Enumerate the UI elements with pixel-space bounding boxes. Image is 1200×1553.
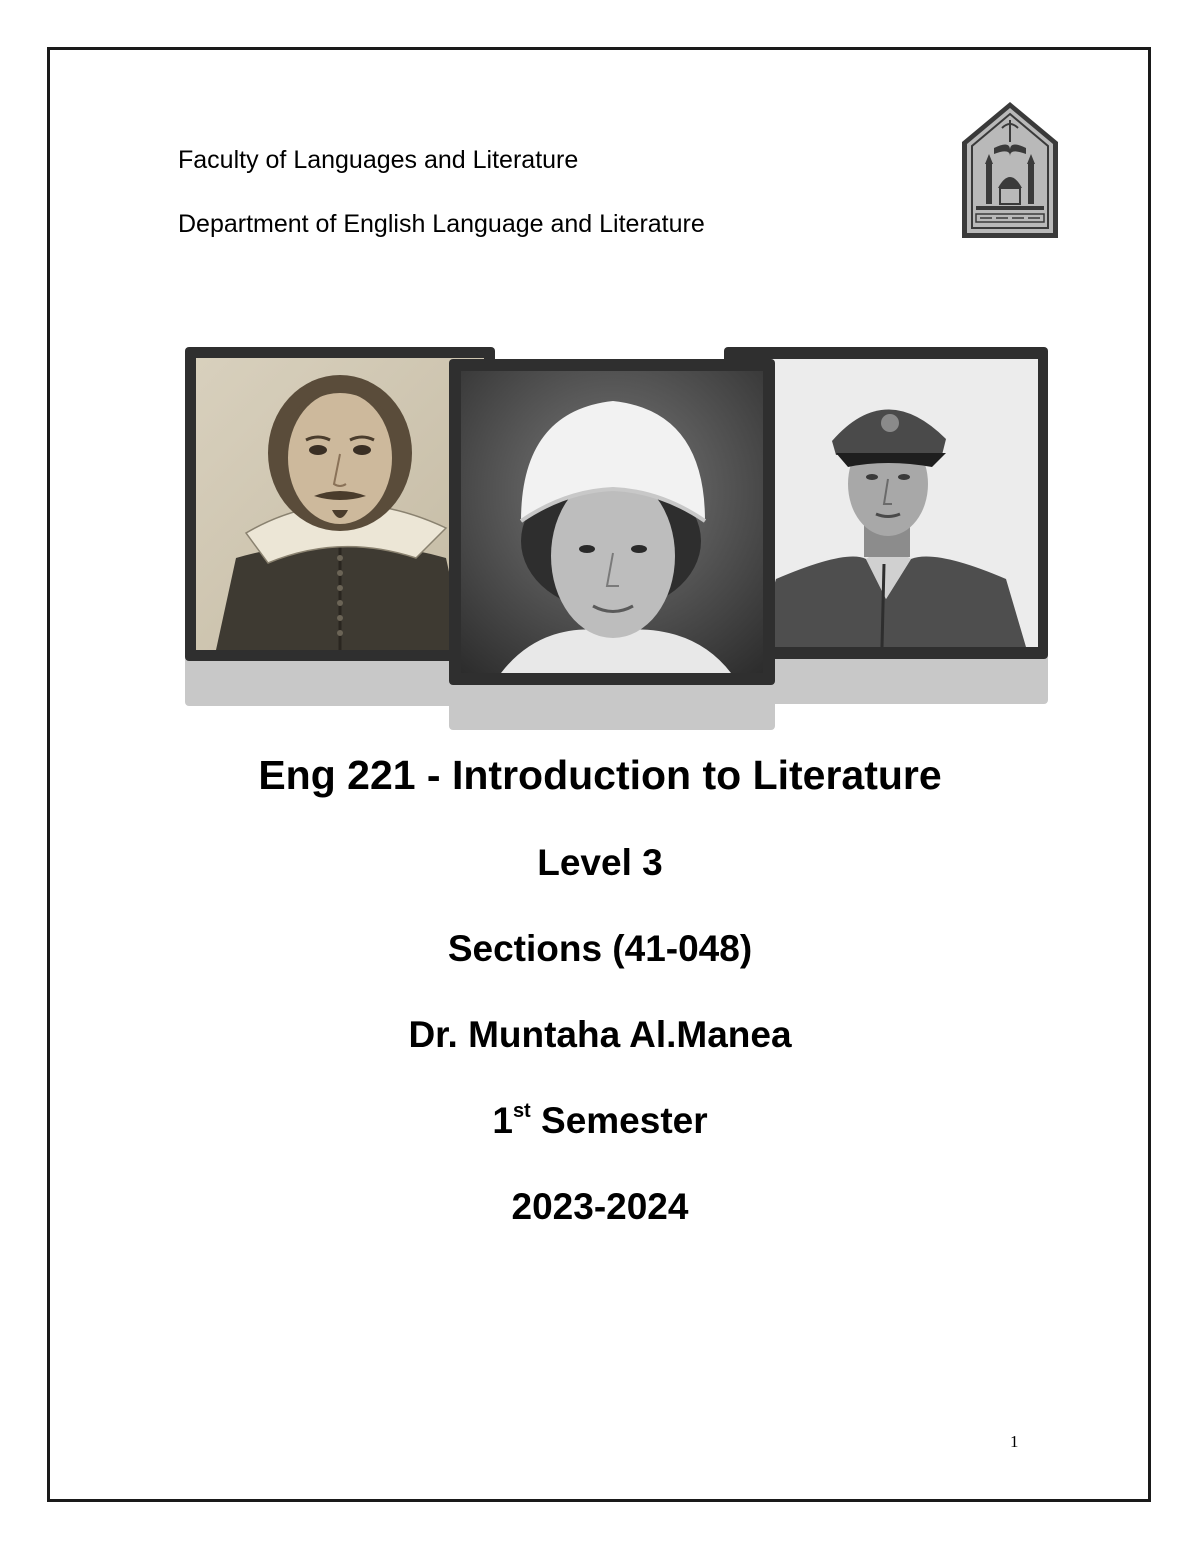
semester-number: 1: [492, 1100, 513, 1141]
semester: [0, 1100, 1200, 1142]
university-seal-icon: [958, 98, 1062, 244]
instructor-name: Dr. Muntaha Al.Manea: [408, 1014, 792, 1055]
department-name: Department of English Language and Literature: [178, 210, 705, 238]
page-number: 1: [1010, 1432, 1019, 1451]
photo-portrait-woman-cloche-hat: [461, 371, 763, 673]
photo-portrait-officer-cap: [736, 359, 1038, 647]
course-level: Level 3: [537, 842, 663, 883]
course-title: Eng 221 - Introduction to Literature: [258, 752, 942, 798]
course-sections: Sections (41-048): [447, 928, 753, 969]
semester-label: Semester: [530, 1100, 708, 1141]
portrait-frame-center: [449, 359, 775, 685]
engraved-portrait-man-ruff-collar: [196, 358, 484, 650]
faculty-name: Faculty of Languages and Literature: [178, 146, 579, 174]
semester-suffix: st: [512, 1100, 531, 1122]
academic-year: 2023-2024: [511, 1186, 689, 1227]
